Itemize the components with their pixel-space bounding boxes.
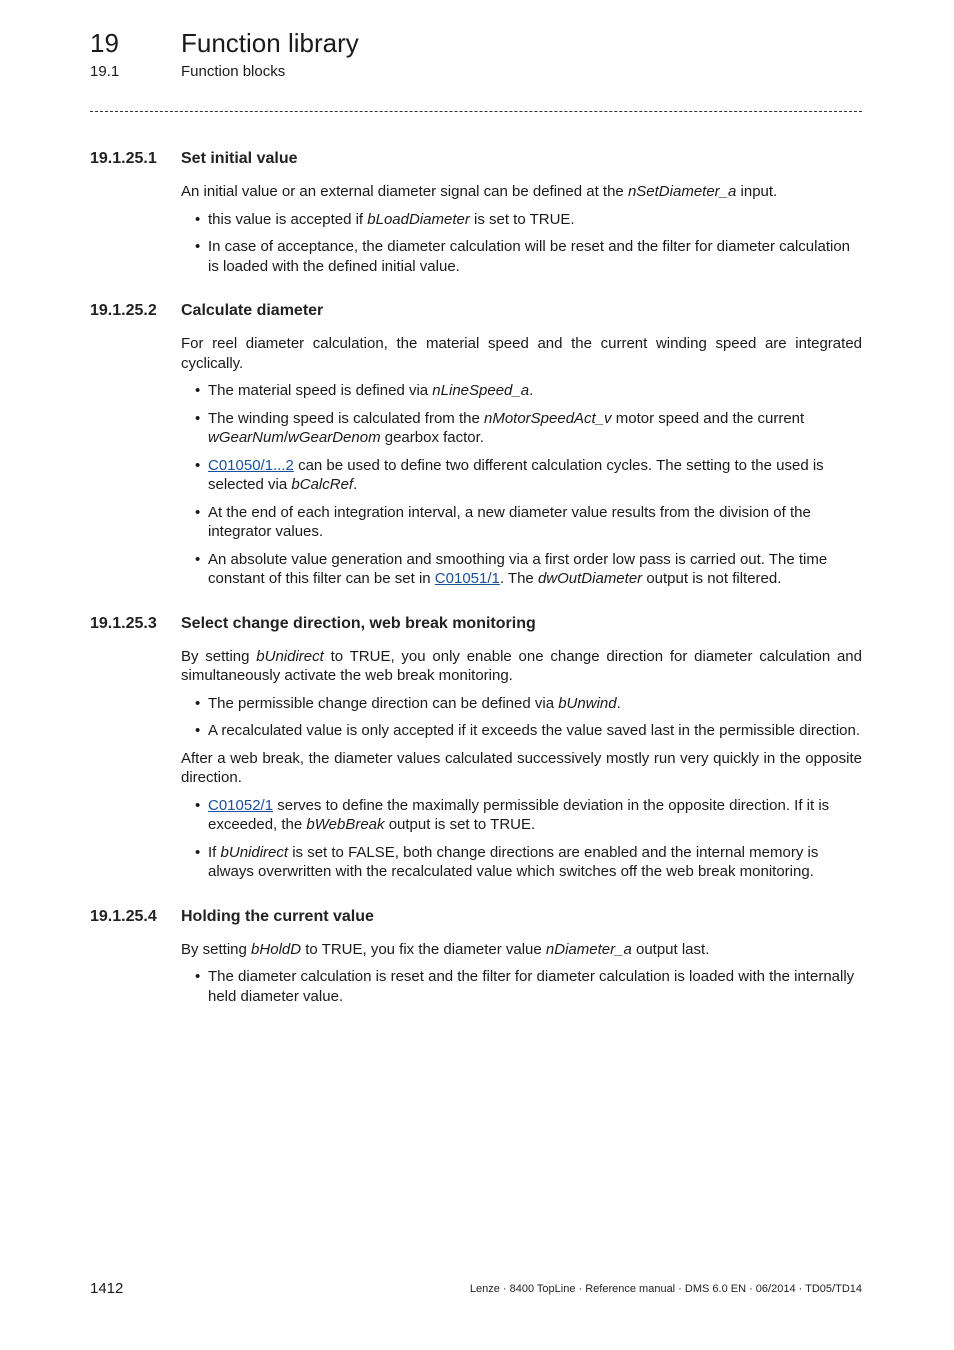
list-item: • If bUnidirect is set to FALSE, both change directions are enabled and the internal memory is always overwritten with the recalculated value which switches off the web break monitoring. (181, 843, 862, 882)
page-number: 1412 (90, 1280, 124, 1297)
section-number: 19.1.25.1 (90, 150, 157, 167)
section-change-direction (90, 615, 862, 882)
paragraph: By setting bHoldD to TRUE, you fix the diameter value nDiameter_a output last. (181, 940, 710, 958)
list-item: • this value is accepted if bLoadDiameter is set to TRUE. (181, 210, 862, 230)
paragraph: An initial value or an external diameter signal can be defined at the nSetDiameter_a input. (181, 183, 778, 200)
list-item: • A recalculated value is only accepted if it exceeds the value saved last in the permissible direction. (181, 721, 862, 741)
footer-doc-info: Lenze · 8400 TopLine · Reference manual · DMS 6.0 EN · 06/2014 · TD05/TD14 (469, 1283, 862, 1295)
bullet-list (181, 796, 862, 882)
section-number: 19.1.25.2 (90, 302, 157, 319)
list-item: • An absolute value generation and smoothing via a first order low pass is carried out. The time constant of this filter can be set in C01051/1. The dwOutDiameter output is not filtered. (181, 550, 862, 589)
chapter-title: Function library (181, 28, 359, 58)
bullet-list (181, 381, 862, 589)
list-item: • C01052/1 serves to define the maximally permissible deviation in the opposite direction. If it is exceeded, the bWebBreak output is set to TRUE. (181, 796, 862, 835)
parameter-link-c01050[interactable]: C01050/1...2 (208, 456, 294, 474)
list-item: • The winding speed is calculated from the nMotorSpeedAct_v motor speed and the current wGearNum/wGearDenom gearbox factor. (181, 409, 862, 448)
section-heading: Set initial value (181, 150, 298, 167)
page-content (90, 150, 862, 1032)
section-calculate-diameter (90, 302, 862, 589)
bullet-list (181, 210, 862, 277)
header-divider (90, 111, 862, 112)
list-item: • In case of acceptance, the diameter calculation will be reset and the filter for diameter calculation is loaded with the defined initial value. (181, 237, 862, 276)
section-heading: Holding the current value (181, 907, 374, 925)
section-heading: Calculate diameter (181, 302, 324, 319)
parameter-link-c01051[interactable]: C01051/1 (434, 570, 500, 587)
section-set-initial-value (90, 150, 862, 276)
list-item: • The material speed is defined via nLineSpeed_a. (181, 381, 862, 401)
bullet-list (181, 967, 862, 1006)
section-number: 19.1 (90, 63, 120, 80)
paragraph: After a web break, the diameter values calculated successively mostly run very quickly in the opposite direction. (181, 749, 862, 786)
paragraph: By setting bUnidirect to TRUE, you only enable one change direction for diameter calculation and simultaneously activate the web break monitoring. (181, 647, 862, 684)
list-item: • At the end of each integration interval, a new diameter value results from the division of the integrator values. (181, 503, 862, 542)
section-title: Function blocks (181, 63, 286, 80)
bullet-list (181, 694, 862, 741)
section-holding-value (90, 908, 862, 1007)
section-number: 19.1.25.4 (90, 907, 157, 925)
section-number: 19.1.25.3 (90, 614, 157, 632)
chapter-number: 19 (90, 28, 119, 58)
list-item: • The permissible change direction can be defined via bUnwind. (181, 694, 862, 714)
list-item: • C01050/1...2 can be used to define two different calculation cycles. The setting to the used is selected via bCalcRef. (181, 456, 862, 495)
list-item: • The diameter calculation is reset and the filter for diameter calculation is loaded with the internally held diameter value. (181, 967, 862, 1006)
parameter-link-c01052[interactable]: C01052/1 (208, 796, 274, 814)
paragraph: For reel diameter calculation, the material speed and the current winding speed are integrated cyclically. (181, 335, 862, 372)
section-heading: Select change direction, web break monitoring (181, 614, 536, 632)
